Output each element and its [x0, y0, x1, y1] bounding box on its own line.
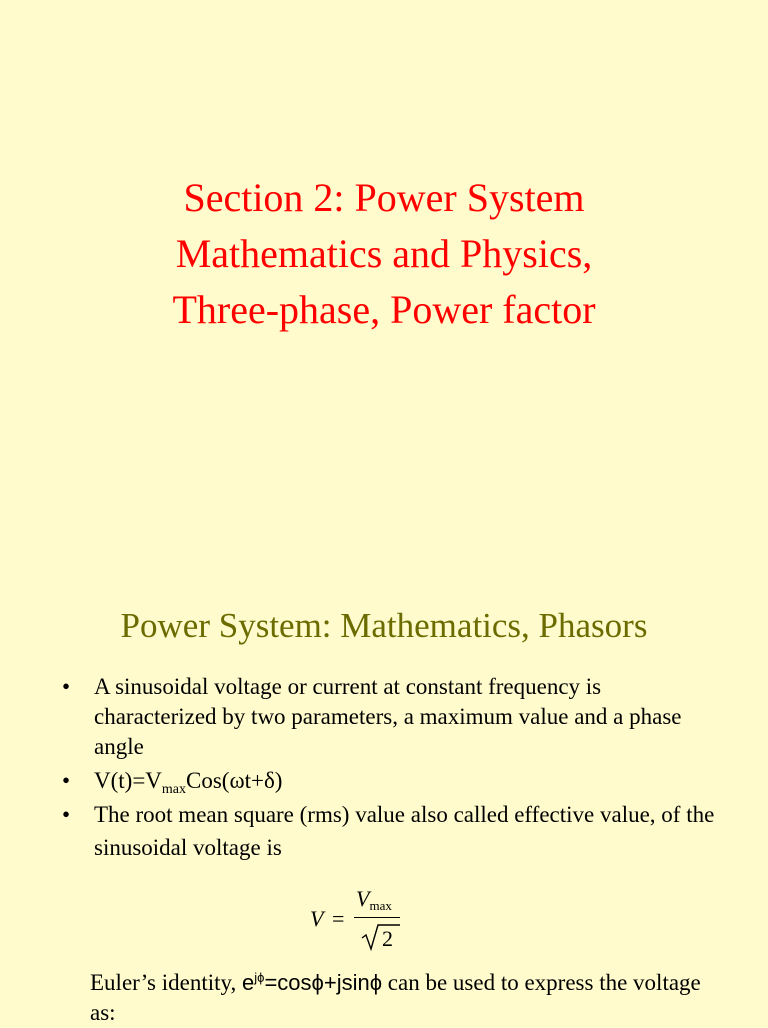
bullet-dot: •: [62, 768, 71, 793]
equation-suffix: Cos(ωt+δ): [186, 768, 283, 793]
bullet-item-voltage-equation: [62, 766, 722, 796]
euler-suffix: can be used to express the voltage as:: [90, 970, 701, 1025]
fraction-bar: [354, 917, 400, 918]
formula-numerator: [356, 886, 392, 912]
euler-base: e: [242, 970, 255, 995]
title-slide: [0, 0, 768, 512]
euler-rest: =cosϕ+jsinϕ: [264, 970, 383, 995]
section-title-line-1: Section 2: Power System: [183, 175, 585, 220]
section-title-line-3: Three-phase, Power factor: [172, 287, 596, 332]
bullet-list: [62, 672, 722, 864]
phasors-slide: [0, 512, 768, 1024]
equation-prefix: V(t)=V: [94, 768, 162, 793]
section-title: [60, 170, 708, 338]
equation-subscript: max: [161, 782, 187, 797]
euler-prefix: Euler’s identity,: [90, 970, 243, 995]
numerator-subscript: max: [369, 898, 392, 913]
euler-equation: [242, 970, 382, 995]
denominator-value: 2: [382, 926, 393, 951]
formula-equals: =: [332, 906, 345, 931]
section-title-line-2: Mathematics and Physics,: [175, 231, 593, 276]
bullet-item-rms: [62, 798, 722, 864]
bullet-dot: •: [62, 674, 71, 699]
euler-exponent: jϕ: [254, 970, 265, 985]
square-root-icon: [360, 922, 400, 952]
bullet-item-sinusoidal: [62, 672, 722, 762]
formula-denominator: [360, 922, 400, 952]
euler-identity-text: [90, 968, 710, 1028]
numerator-symbol: V: [356, 886, 370, 911]
formula-lhs: V: [310, 906, 324, 931]
bullet-dot: •: [62, 802, 71, 827]
bullet-text: The root mean square (rms) value also called effective value, of the sinusoidal voltage is: [94, 802, 715, 860]
bullet-text: A sinusoidal voltage or current at constant frequency is characterized by two parameters, a maximum value and a phase angle: [94, 674, 682, 759]
slide-heading: Power System: Mathematics, Phasors: [120, 606, 648, 645]
